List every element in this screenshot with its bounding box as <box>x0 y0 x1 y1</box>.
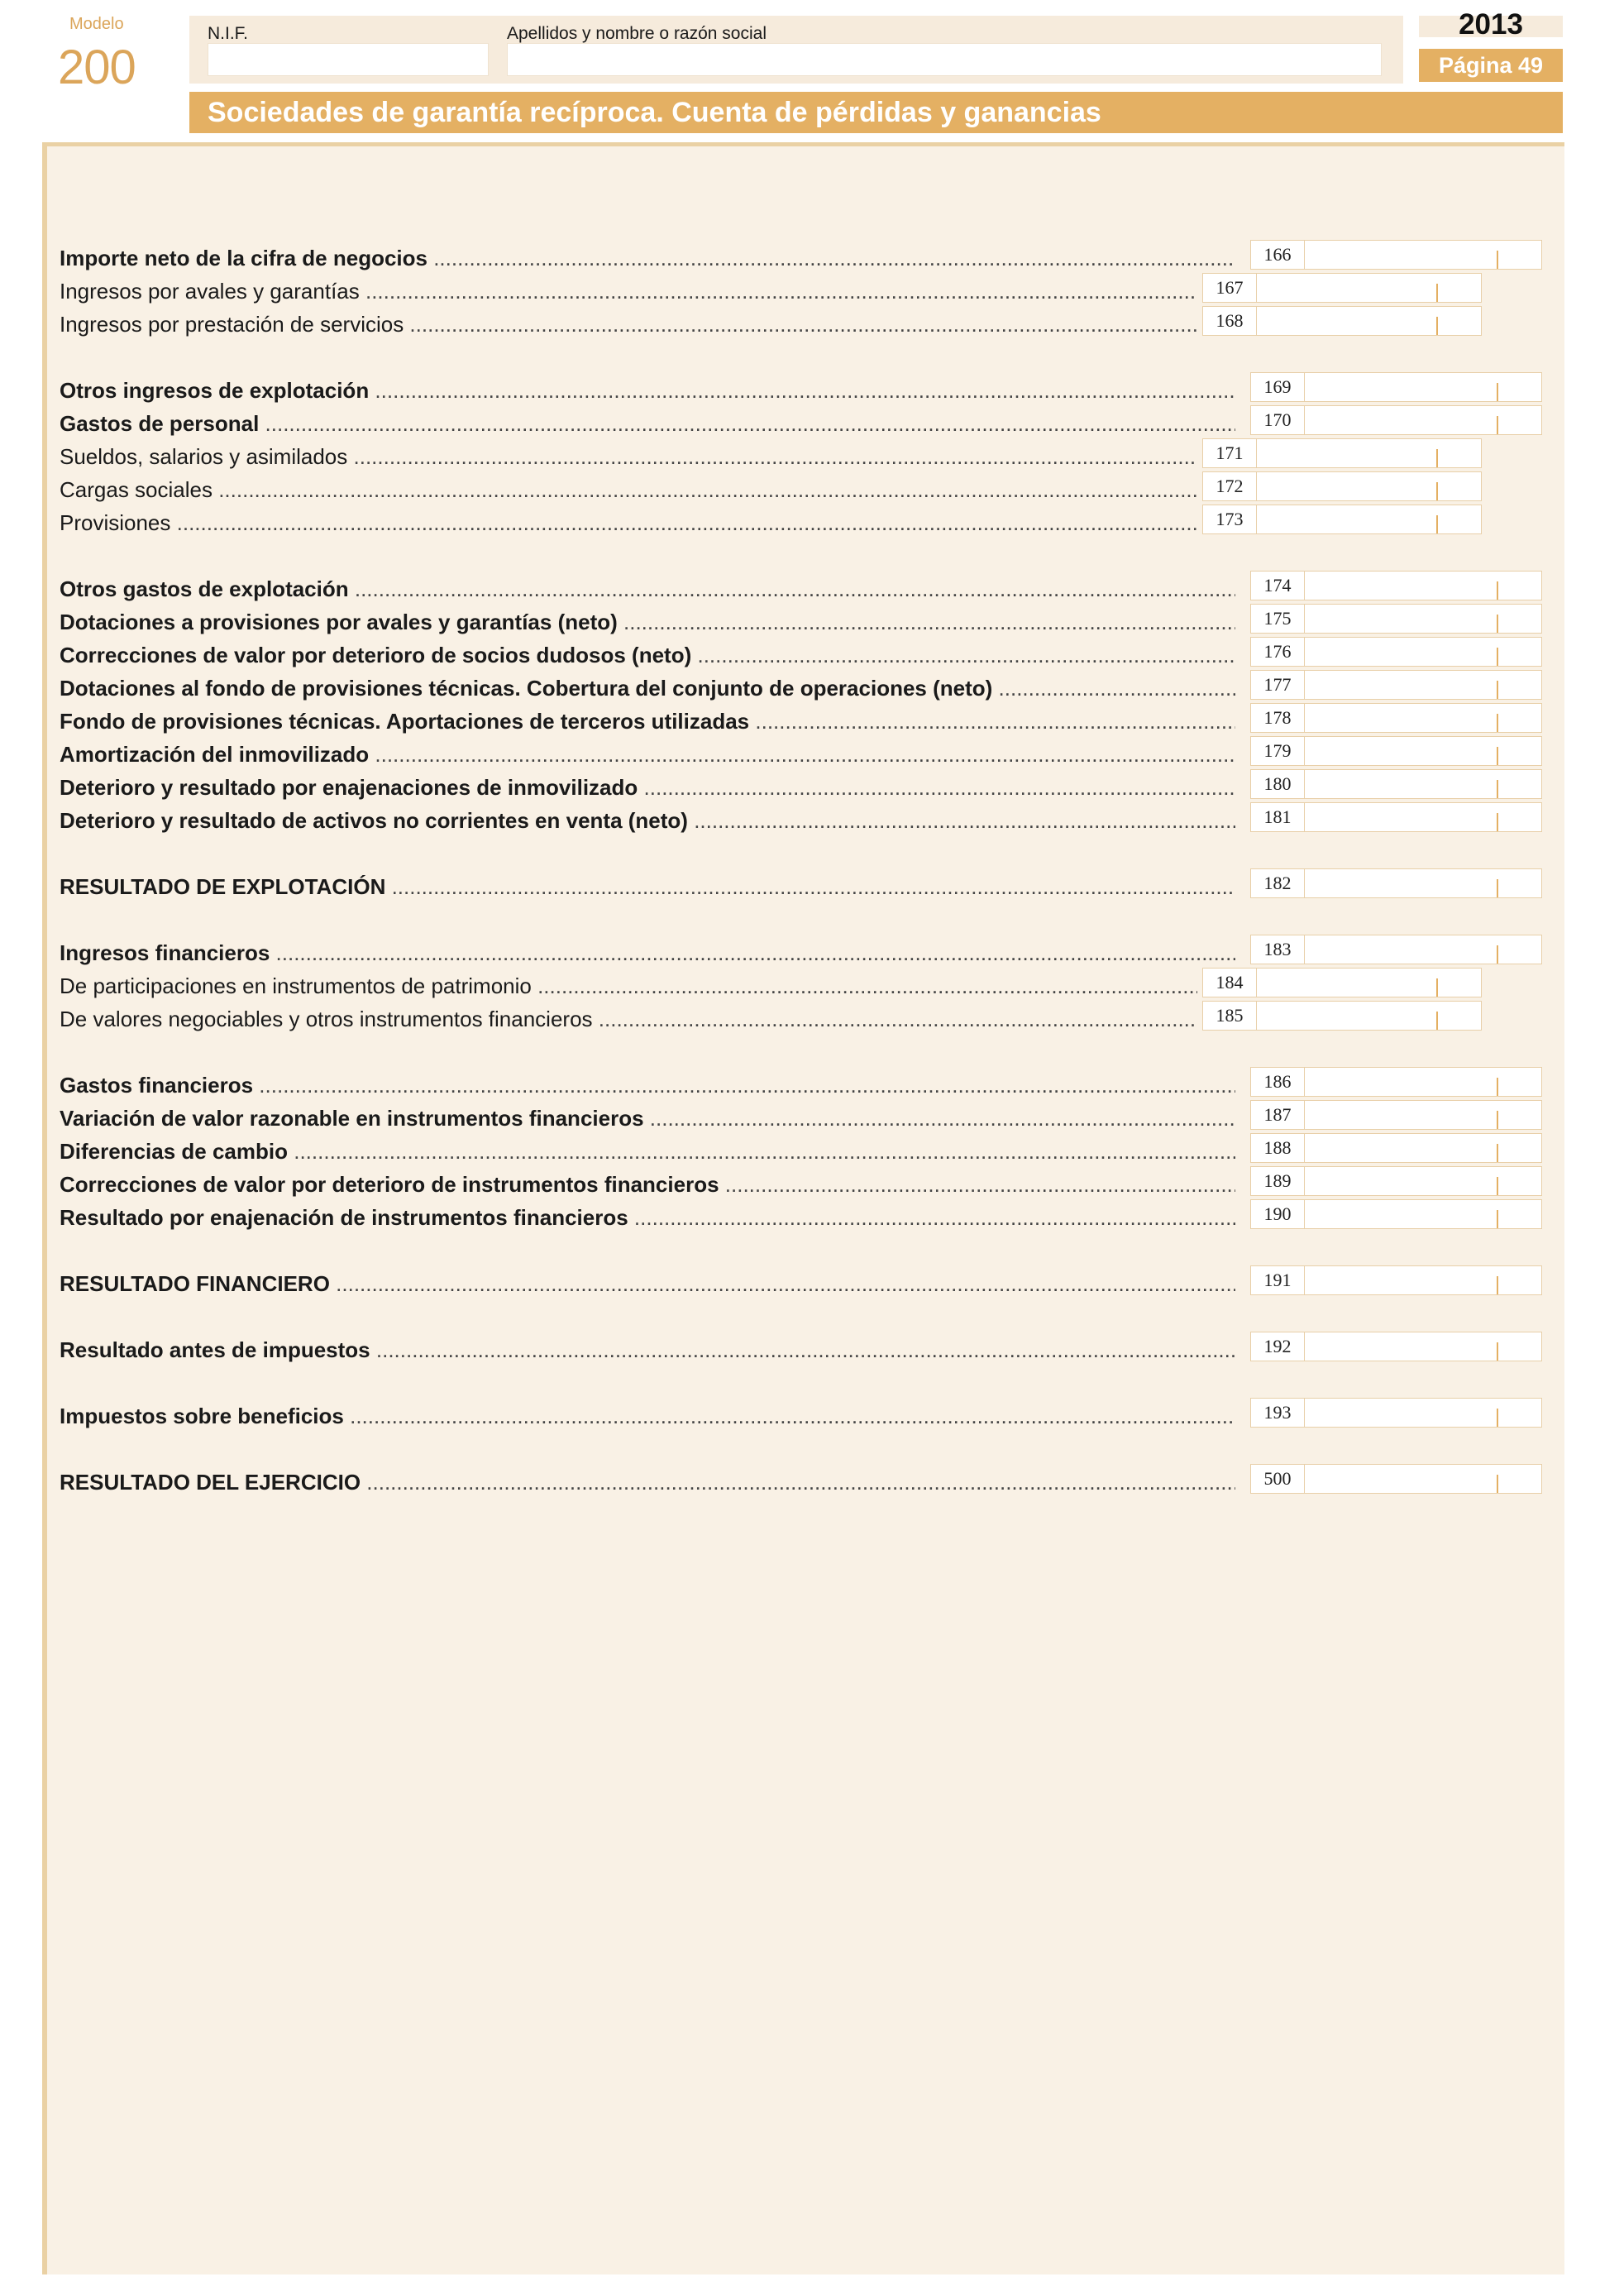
decimal-separator-mark <box>1497 1475 1498 1493</box>
decimal-separator-mark <box>1497 1409 1498 1427</box>
row-label: Otros gastos de explotación ..... <box>60 576 1235 602</box>
row-label: Impuestos sobre beneficios ..... <box>60 1404 1235 1429</box>
amount-field[interactable] <box>1250 1166 1542 1196</box>
year: 2013 <box>1459 8 1523 41</box>
row-label: Fondo de provisiones técnicas. Aportaciones de terceros utilizadas ..... <box>60 709 1235 734</box>
row-label: Dotaciones al fondo de provisiones técnicas. Cobertura del conjunto de operaciones (neto) ..... <box>60 676 1235 701</box>
amount-field[interactable] <box>1250 736 1542 766</box>
row-label: Gastos de personal ..... <box>60 411 1235 437</box>
row-label: RESULTADO DE EXPLOTACIÓN ..... <box>60 874 1235 900</box>
amount-field[interactable] <box>1202 306 1482 336</box>
form-row <box>60 605 1235 639</box>
box-code: 185 <box>1203 1002 1257 1030</box>
row-label: Resultado antes de impuestos ..... <box>60 1337 1235 1363</box>
box-code: 167 <box>1203 274 1257 302</box>
form-row <box>60 936 1235 969</box>
amount-field[interactable] <box>1250 802 1542 832</box>
row-label: Resultado por enajenación de instrumentos financieros ..... <box>60 1205 1235 1231</box>
form-row <box>60 506 1197 539</box>
amount-field[interactable] <box>1250 703 1542 733</box>
section-title: Sociedades de garantía recíproca. Cuenta de pérdidas y ganancias <box>208 97 1101 128</box>
amount-field[interactable] <box>1202 273 1482 303</box>
decimal-separator-mark <box>1497 581 1498 600</box>
amount-field[interactable] <box>1250 1398 1542 1428</box>
box-code: 500 <box>1251 1465 1305 1493</box>
box-code: 186 <box>1251 1068 1305 1096</box>
form-row <box>60 440 1197 473</box>
amount-field[interactable] <box>1250 868 1542 898</box>
form-row <box>60 242 1235 275</box>
amount-field[interactable] <box>1250 637 1542 667</box>
box-code: 189 <box>1251 1167 1305 1195</box>
decimal-separator-mark <box>1497 681 1498 699</box>
box-code: 175 <box>1251 605 1305 633</box>
box-code: 173 <box>1203 505 1257 533</box>
box-code: 176 <box>1251 638 1305 666</box>
form-row <box>60 473 1197 506</box>
row-label: Provisiones ..... <box>60 510 1197 536</box>
nif-label: N.I.F. <box>208 24 249 43</box>
box-code: 169 <box>1251 373 1305 401</box>
row-label: Deterioro y resultado por enajenaciones de inmovilizado ..... <box>60 775 1235 801</box>
amount-field[interactable] <box>1250 1464 1542 1494</box>
form-row <box>60 804 1235 837</box>
box-code: 168 <box>1203 307 1257 335</box>
row-label: Diferencias de cambio ..... <box>60 1139 1235 1165</box>
row-label: De participaciones en instrumentos de patrimonio ..... <box>60 973 1197 999</box>
form-row <box>60 1102 1235 1135</box>
form-row <box>60 1168 1235 1201</box>
page-badge: Página 49 <box>1419 49 1563 82</box>
amount-field[interactable] <box>1250 1067 1542 1097</box>
form-row <box>60 374 1235 407</box>
amount-field[interactable] <box>1250 1332 1542 1361</box>
decimal-separator-mark <box>1497 648 1498 666</box>
row-label: RESULTADO DEL EJERCICIO ..... <box>60 1470 1235 1495</box>
box-code: 170 <box>1251 406 1305 434</box>
box-code: 171 <box>1203 439 1257 467</box>
form-row <box>60 969 1197 1002</box>
amount-field[interactable] <box>1202 438 1482 468</box>
decimal-separator-mark <box>1436 449 1438 467</box>
decimal-separator-mark <box>1436 515 1438 533</box>
panel-left-border <box>42 142 47 2274</box>
amount-field[interactable] <box>1250 1265 1542 1295</box>
box-code: 179 <box>1251 737 1305 765</box>
form-row <box>60 639 1235 672</box>
form-row <box>60 1399 1235 1433</box>
row-label: Amortización del inmovilizado ..... <box>60 742 1235 768</box>
modelo-number: 200 <box>58 41 136 94</box>
decimal-separator-mark <box>1497 813 1498 831</box>
form-row <box>60 275 1197 308</box>
box-code: 182 <box>1251 869 1305 897</box>
row-label: Deterioro y resultado de activos no corrientes en venta (neto) ..... <box>60 808 1235 834</box>
decimal-separator-mark <box>1497 615 1498 633</box>
box-code: 184 <box>1203 969 1257 997</box>
form-row <box>60 1069 1235 1102</box>
decimal-separator-mark <box>1497 747 1498 765</box>
decimal-separator-mark <box>1497 416 1498 434</box>
decimal-separator-mark <box>1436 1012 1438 1030</box>
box-code: 192 <box>1251 1332 1305 1361</box>
decimal-separator-mark <box>1497 1342 1498 1361</box>
decimal-separator-mark <box>1436 482 1438 500</box>
box-code: 174 <box>1251 572 1305 600</box>
row-label: Otros ingresos de explotación ..... <box>60 378 1235 404</box>
box-code: 172 <box>1203 472 1257 500</box>
amount-field[interactable] <box>1250 240 1542 270</box>
amount-field[interactable] <box>1250 571 1542 600</box>
decimal-separator-mark <box>1436 284 1438 302</box>
decimal-separator-mark <box>1436 317 1438 335</box>
row-label: Cargas sociales ..... <box>60 477 1197 503</box>
row-label: Ingresos por prestación de servicios ..... <box>60 312 1197 337</box>
form-row <box>60 870 1235 903</box>
section-title-bar <box>189 92 1563 133</box>
decimal-separator-mark <box>1497 945 1498 964</box>
box-code: 178 <box>1251 704 1305 732</box>
row-label: De valores negociables y otros instrumentos financieros ..... <box>60 1007 1197 1032</box>
form-row <box>60 407 1235 440</box>
row-label: Importe neto de la cifra de negocios ..... <box>60 246 1235 271</box>
form-row <box>60 1333 1235 1366</box>
name-label: Apellidos y nombre o razón social <box>507 24 767 43</box>
amount-field[interactable] <box>1250 670 1542 700</box>
decimal-separator-mark <box>1497 383 1498 401</box>
box-code: 183 <box>1251 935 1305 964</box>
row-label: Correcciones de valor por deterioro de instrumentos financieros ..... <box>60 1172 1235 1198</box>
form-row <box>60 1135 1235 1168</box>
form-row <box>60 1002 1197 1036</box>
amount-field[interactable] <box>1250 405 1542 435</box>
row-label: Variación de valor razonable en instrumentos financieros ..... <box>60 1106 1235 1131</box>
row-label: Sueldos, salarios y asimilados ..... <box>60 444 1197 470</box>
form-row <box>60 771 1235 804</box>
amount-field[interactable] <box>1250 935 1542 964</box>
box-code: 191 <box>1251 1266 1305 1294</box>
nif-field[interactable] <box>208 43 489 76</box>
amount-field[interactable] <box>1250 769 1542 799</box>
amount-field[interactable] <box>1202 505 1482 534</box>
form-row <box>60 572 1235 605</box>
modelo-label: Modelo <box>69 15 124 33</box>
decimal-separator-mark <box>1497 714 1498 732</box>
amount-field[interactable] <box>1250 372 1542 402</box>
decimal-separator-mark <box>1497 251 1498 269</box>
amount-field[interactable] <box>1250 1199 1542 1229</box>
form-row <box>60 705 1235 738</box>
amount-field[interactable] <box>1202 1001 1482 1031</box>
decimal-separator-mark <box>1497 1276 1498 1294</box>
row-label: Gastos financieros ..... <box>60 1073 1235 1098</box>
box-code: 188 <box>1251 1134 1305 1162</box>
form-row <box>60 308 1197 341</box>
box-code: 166 <box>1251 241 1305 269</box>
amount-field[interactable] <box>1250 1100 1542 1130</box>
amount-field[interactable] <box>1250 1133 1542 1163</box>
row-label: RESULTADO FINANCIERO ..... <box>60 1271 1235 1297</box>
amount-field[interactable] <box>1250 604 1542 634</box>
form-row <box>60 1466 1235 1499</box>
box-code: 193 <box>1251 1399 1305 1427</box>
decimal-separator-mark <box>1497 780 1498 798</box>
form-row <box>60 672 1235 705</box>
row-label: Correcciones de valor por deterioro de socios dudosos (neto) ..... <box>60 643 1235 668</box>
decimal-separator-mark <box>1497 1144 1498 1162</box>
box-code: 187 <box>1251 1101 1305 1129</box>
box-code: 190 <box>1251 1200 1305 1228</box>
row-label: Ingresos por avales y garantías ..... <box>60 279 1197 304</box>
name-field[interactable] <box>507 43 1382 76</box>
decimal-separator-mark <box>1497 879 1498 897</box>
amount-field[interactable] <box>1202 968 1482 997</box>
decimal-separator-mark <box>1497 1111 1498 1129</box>
box-code: 177 <box>1251 671 1305 699</box>
box-code: 181 <box>1251 803 1305 831</box>
form-row <box>60 738 1235 771</box>
decimal-separator-mark <box>1497 1177 1498 1195</box>
decimal-separator-mark <box>1497 1078 1498 1096</box>
amount-field[interactable] <box>1202 471 1482 501</box>
decimal-separator-mark <box>1436 978 1438 997</box>
form-row <box>60 1267 1235 1300</box>
panel-top-border <box>42 142 1564 146</box>
row-label: Ingresos financieros ..... <box>60 940 1235 966</box>
row-label: Dotaciones a provisiones por avales y garantías (neto) ..... <box>60 610 1235 635</box>
box-code: 180 <box>1251 770 1305 798</box>
decimal-separator-mark <box>1497 1210 1498 1228</box>
taxpayer-id-panel <box>189 16 1403 84</box>
form-row <box>60 1201 1235 1234</box>
